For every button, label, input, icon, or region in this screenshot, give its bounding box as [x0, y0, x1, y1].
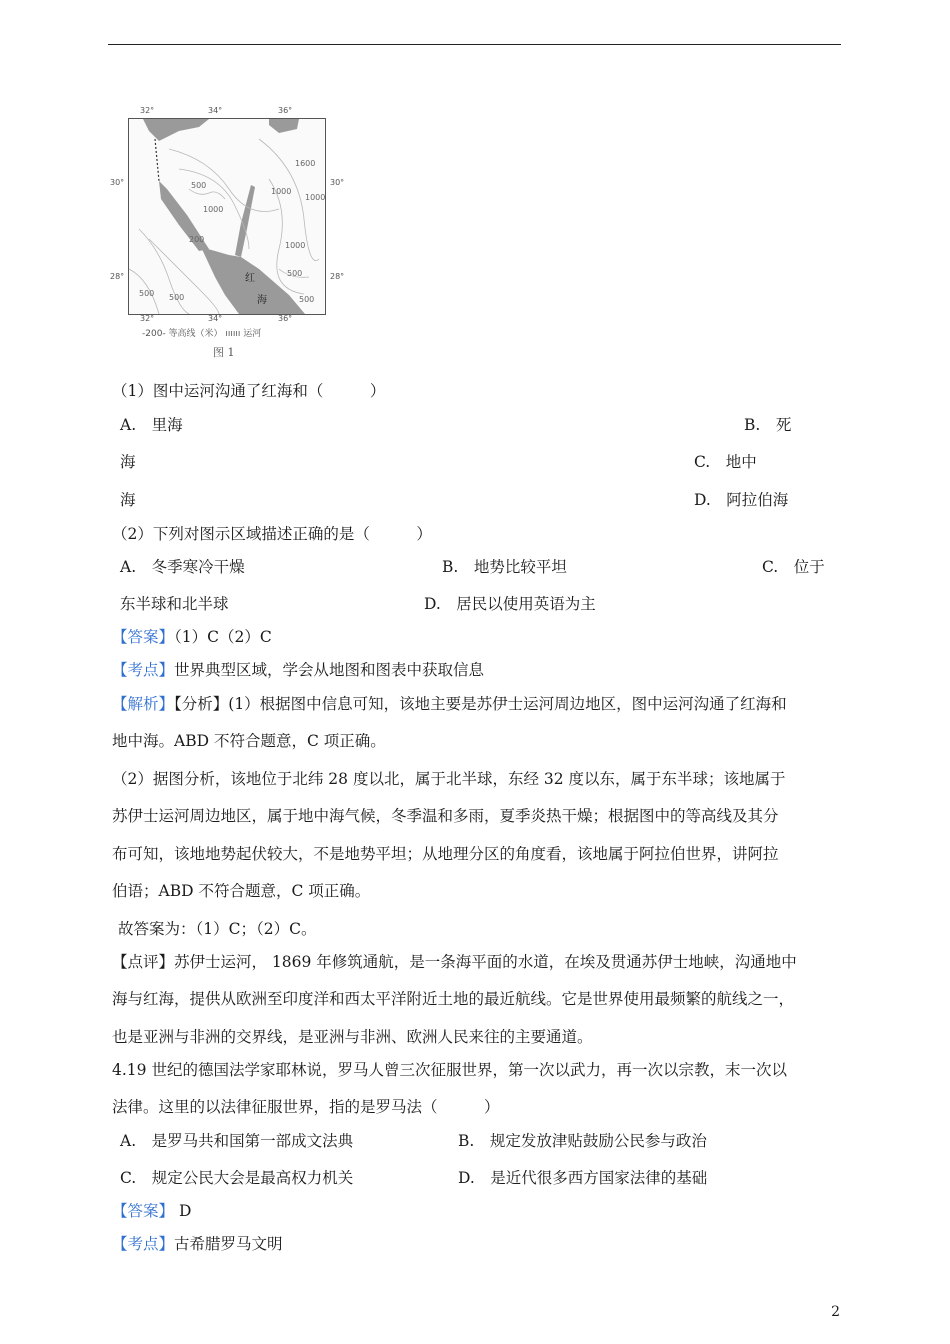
analysis-conclusion: 故答案为：（1）C；（2）C。	[118, 920, 317, 938]
q2-option-c-continued: 东半球和北半球	[120, 595, 229, 613]
analysis-text: 【分析】(1）根据图中信息可知，该地主要是苏伊士运河周边地区，图中运河沟通了红海和	[174, 695, 787, 713]
contour-label: 1000	[203, 205, 224, 214]
contour-label: 500	[139, 289, 155, 298]
answer-tag: 【答案】	[112, 1202, 175, 1220]
comment-line: 【点评】苏伊士运河， 1869 年修筑通航，是一条海平面的水道，在埃及贯通苏伊士地峡，沟通地中	[112, 953, 797, 971]
question-4-stem: 法律。这里的以法律征服世界，指的是罗马法（ ）	[112, 1098, 500, 1116]
lat-label: 30°	[110, 178, 125, 187]
map-frame	[128, 118, 326, 315]
answer-text: D	[174, 1202, 192, 1220]
key-point-text: 古希腊罗马文明	[174, 1235, 283, 1253]
analysis-line: 苏伊士运河周边地区，属于地中海气候，冬季温和多雨，夏季炎热干燥；根据图中的等高线及其分	[112, 807, 779, 825]
q1-option-c-continued: 海	[120, 491, 136, 509]
q1-option-c: C. 地中	[694, 453, 757, 471]
lon-label: 36°	[278, 314, 293, 323]
lat-label: 28°	[110, 272, 125, 281]
answer-tag: 【答案】	[112, 628, 175, 646]
key-point-tag: 【考点】	[112, 1235, 175, 1253]
analysis-line: （2）据图分析，该地位于北纬 28 度以北，属于北半球，东经 32 度以东，属于东半球；该地属于	[112, 770, 786, 788]
analysis-line: 布可知，该地地势起伏较大，不是地势平坦；从地理分区的角度看，该地属于阿拉伯世界，讲阿拉	[112, 845, 779, 863]
map-figure	[108, 100, 353, 365]
contour-label: 1600	[295, 159, 316, 168]
contour-label: 1000	[271, 187, 292, 196]
q2-option-d: D. 居民以使用英语为主	[424, 595, 596, 613]
map-legend: -200- 等高线（米） ıııııı 运河	[142, 329, 262, 339]
lon-label: 32°	[140, 314, 155, 323]
q2-option-b: B. 地势比较平坦	[442, 558, 567, 576]
q2-option-c: C. 位于	[762, 558, 825, 576]
lat-label: 30°	[330, 178, 345, 187]
key-point-tag: 【考点】	[112, 661, 175, 679]
contour-label: 500	[287, 269, 303, 278]
q4-option-b: B. 规定发放津贴鼓励公民参与政治	[458, 1132, 707, 1150]
contour-label: 500	[299, 295, 315, 304]
contour-label: 1000	[305, 193, 326, 202]
contour-label: 200	[189, 235, 205, 244]
answer-line	[112, 626, 272, 648]
comment-line: 海与红海，提供从欧洲至印度洋和西太平洋附近土地的最近航线。它是世界使用最频繁的航线之一，	[112, 990, 795, 1008]
figure-caption: 图 1	[213, 346, 235, 359]
contour-label: 1000	[285, 241, 306, 250]
question-4-stem: 4.19 世纪的德国法学家耶林说，罗马人曾三次征服世界，第一次以武力，再一次以宗教，末一次以	[112, 1061, 787, 1079]
q4-option-a: A. 是罗马共和国第一部成文法典	[120, 1132, 354, 1150]
analysis-line	[112, 693, 787, 715]
q1-option-a: A. 里海	[120, 416, 183, 434]
sea-label: 海	[257, 295, 267, 306]
lon-label: 36°	[278, 106, 293, 115]
q2-option-a: A. 冬季寒冷干燥	[120, 558, 245, 576]
key-point-text: 世界典型区域，学会从地图和图表中获取信息	[174, 661, 485, 679]
analysis-line: 地中海。ABD 不符合题意，C 项正确。	[112, 732, 386, 750]
analysis-tag: 【解析】	[112, 695, 175, 713]
lat-label: 28°	[330, 272, 345, 281]
contour-label: 500	[191, 181, 207, 190]
contour-label: 500	[169, 293, 185, 302]
analysis-line: 伯语；ABD 不符合题意，C 项正确。	[112, 882, 371, 900]
comment-line: 也是亚洲与非洲的交界线，是亚洲与非洲、欧洲人民来往的主要通道。	[112, 1028, 593, 1046]
map-drawing	[129, 119, 325, 314]
key-point-line	[112, 1233, 283, 1255]
lon-label: 34°	[208, 106, 223, 115]
key-point-line	[112, 659, 484, 681]
page-number: 2	[831, 1304, 840, 1320]
question-2-stem: （2）下列对图示区域描述正确的是（ ）	[112, 525, 432, 543]
sea-label: 红	[245, 273, 255, 284]
answer-line	[112, 1200, 191, 1222]
q1-option-b-continued: 海	[120, 453, 136, 471]
q4-option-c: C. 规定公民大会是最高权力机关	[120, 1169, 354, 1187]
header-rule	[108, 44, 841, 45]
question-1-stem: （1）图中运河沟通了红海和（ ）	[112, 382, 386, 400]
lon-label: 32°	[140, 106, 155, 115]
lon-label: 34°	[208, 314, 223, 323]
q1-option-d: D. 阿拉伯海	[694, 491, 789, 509]
answer-text: （1）C（2）C	[174, 628, 272, 646]
q1-option-b: B. 死	[744, 416, 792, 434]
q4-option-d: D. 是近代很多西方国家法律的基础	[458, 1169, 708, 1187]
